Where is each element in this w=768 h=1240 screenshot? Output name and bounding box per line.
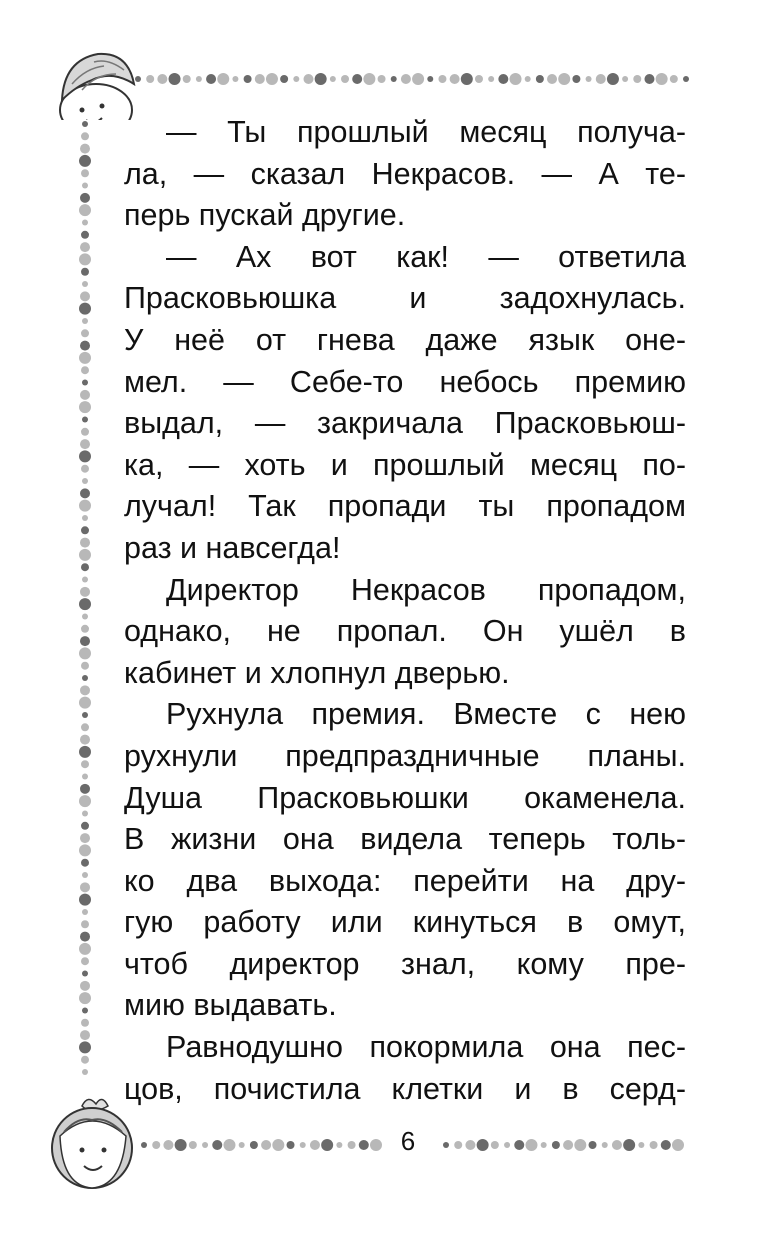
girl-face-top-icon: [42, 40, 138, 120]
decor-dot: [79, 1041, 91, 1053]
decor-dot: [79, 992, 91, 1004]
decor-dot: [586, 76, 592, 82]
decor-dot: [80, 685, 90, 695]
decor-dot: [79, 647, 91, 659]
decor-dot: [196, 76, 202, 82]
decor-dot: [82, 416, 88, 422]
decor-dot: [438, 75, 446, 83]
text-line: ла, — сказал Некрасов. — А те-: [124, 156, 686, 191]
decor-dot: [82, 515, 88, 521]
decor-dot: [622, 76, 628, 82]
decor-dot: [79, 598, 91, 610]
decor-dot: [638, 1142, 644, 1148]
decor-dot: [80, 291, 90, 301]
decor-dot: [169, 73, 181, 85]
decor-dot: [401, 74, 411, 84]
decor-dot: [607, 73, 619, 85]
decor-dot: [82, 121, 88, 127]
decor-dot: [81, 132, 89, 140]
decor-dot: [82, 1069, 88, 1075]
decor-dot: [450, 74, 460, 84]
decor-dot: [310, 1140, 320, 1150]
decor-dot: [79, 401, 91, 413]
decor-dot: [683, 76, 689, 82]
paragraph: [124, 694, 686, 1027]
decor-dot: [82, 872, 88, 878]
decor-dot: [79, 450, 91, 462]
decor-dot: [82, 318, 88, 324]
decor-dot: [80, 932, 90, 942]
text-line: мию выдавать.: [124, 988, 337, 1023]
decor-dot: [206, 74, 216, 84]
decor-dot: [287, 1141, 295, 1149]
decor-dot: [300, 1142, 306, 1148]
decor-dot: [81, 1056, 89, 1064]
decor-dot: [488, 76, 494, 82]
decor-dot: [510, 73, 522, 85]
text-line: кабинет и хлопнул дверью.: [124, 655, 510, 690]
decor-dot: [146, 75, 154, 83]
text-line: выдал, — закричала Прасковьюш-: [124, 406, 686, 441]
decor-dot: [202, 1142, 208, 1148]
decor-dot: [81, 268, 89, 276]
decor-dot: [293, 76, 299, 82]
decor-dot: [80, 882, 90, 892]
decor-dot: [79, 844, 91, 856]
dotted-border-bottom-left: [138, 1136, 382, 1152]
decor-dot: [82, 478, 88, 484]
decor-dot: [82, 1007, 88, 1013]
text-line: — Ах вот как! — ответила: [166, 239, 686, 274]
decor-dot: [348, 1141, 356, 1149]
decor-dot: [175, 1139, 187, 1151]
decor-dot: [475, 75, 483, 83]
decor-dot: [80, 242, 90, 252]
decor-dot: [336, 1142, 342, 1148]
decor-dot: [504, 1142, 510, 1148]
text-line: — Ты прошлый месяц получа-: [166, 115, 686, 149]
decor-dot: [315, 73, 327, 85]
decor-dot: [547, 74, 557, 84]
decor-dot: [341, 75, 349, 83]
decor-dot: [82, 675, 88, 681]
text-line: Равнодушно покормила она пес-: [166, 1030, 686, 1065]
decor-dot: [525, 76, 531, 82]
decor-dot: [79, 549, 91, 561]
decor-dot: [443, 1142, 449, 1148]
decor-dot: [672, 1139, 684, 1151]
decor-dot: [80, 341, 90, 351]
decor-dot: [81, 366, 89, 374]
decor-dot: [378, 75, 386, 83]
decor-dot: [525, 1139, 537, 1151]
decor-dot: [223, 1139, 235, 1151]
text-line: Рухнула премия. Вместе с нею: [166, 697, 686, 732]
decor-dot: [465, 1140, 475, 1150]
decor-dot: [212, 1140, 222, 1150]
decor-dot: [80, 193, 90, 203]
decor-dot: [261, 1140, 271, 1150]
decor-dot: [303, 74, 313, 84]
decor-dot: [79, 352, 91, 364]
decor-dot: [80, 587, 90, 597]
decor-dot: [80, 784, 90, 794]
decor-dot: [80, 636, 90, 646]
decor-dot: [363, 73, 375, 85]
decor-dot: [82, 281, 88, 287]
decor-dot: [79, 303, 91, 315]
decor-dot: [244, 75, 252, 83]
text-line: гую работу или кинуться в омут,: [124, 905, 686, 940]
decor-dot: [644, 74, 654, 84]
decor-dot: [81, 662, 89, 670]
decor-dot: [189, 1141, 197, 1149]
decor-dot: [321, 1139, 333, 1151]
decor-dot: [141, 1142, 147, 1148]
decor-dot: [79, 697, 91, 709]
text-line: чтоб директор знал, кому пре-: [124, 946, 686, 981]
decor-dot: [80, 981, 90, 991]
decor-dot: [461, 73, 473, 85]
decor-dot: [81, 465, 89, 473]
decor-dot: [352, 74, 362, 84]
paragraph: [124, 570, 686, 695]
decor-dot: [391, 76, 397, 82]
text-line: лучал! Так пропади ты пропадом: [124, 489, 686, 524]
decor-dot: [650, 1141, 658, 1149]
decor-dot: [563, 1140, 573, 1150]
decor-dot: [272, 1139, 284, 1151]
text-line: мел. — Себе-то небось премию: [124, 364, 686, 399]
text-line: перь пускай другие.: [124, 198, 406, 233]
dotted-border-top: [132, 70, 692, 88]
dotted-border-bottom-right: [440, 1136, 684, 1152]
decor-dot: [81, 760, 89, 768]
page-number: 6: [400, 1126, 416, 1156]
decor-dot: [82, 712, 88, 718]
decor-dot: [572, 75, 580, 83]
decor-dot: [79, 500, 91, 512]
story-text: [124, 112, 686, 1110]
decor-dot: [82, 219, 88, 225]
dotted-border-left: [76, 118, 94, 1078]
decor-dot: [498, 74, 508, 84]
decor-dot: [81, 231, 89, 239]
decor-dot: [81, 169, 89, 177]
decor-dot: [359, 1140, 369, 1150]
decor-dot: [266, 73, 278, 85]
decor-dot: [491, 1141, 499, 1149]
text-line: ка, — хоть и прошлый месяц по-: [124, 447, 686, 482]
text-line: Прасковьюшка и задохнулась.: [124, 281, 686, 316]
decor-dot: [656, 73, 668, 85]
text-line: цов, почистила клетки и в серд-: [124, 1071, 686, 1106]
decor-dot: [82, 971, 88, 977]
paragraph: [124, 112, 686, 237]
decor-dot: [250, 1141, 258, 1149]
girl-face-bottom-icon: [38, 1086, 138, 1196]
decor-dot: [79, 894, 91, 906]
decor-dot: [81, 920, 89, 928]
decor-dot: [81, 957, 89, 965]
decor-dot: [80, 439, 90, 449]
decor-dot: [541, 1142, 547, 1148]
decor-dot: [81, 329, 89, 337]
decor-dot: [82, 183, 88, 189]
decor-dot: [330, 76, 336, 82]
decor-dot: [135, 76, 141, 82]
decor-dot: [79, 155, 91, 167]
decor-dot: [81, 723, 89, 731]
decor-dot: [82, 380, 88, 386]
decor-dot: [558, 73, 570, 85]
decor-dot: [602, 1142, 608, 1148]
decor-dot: [217, 73, 229, 85]
decor-dot: [80, 1030, 90, 1040]
decor-dot: [82, 577, 88, 583]
decor-dot: [157, 74, 167, 84]
text-line: Директор Некрасов пропадом,: [166, 572, 686, 607]
text-line: В жизни она видела теперь толь-: [124, 822, 686, 857]
decor-dot: [79, 795, 91, 807]
decor-dot: [552, 1141, 560, 1149]
decor-dot: [623, 1139, 635, 1151]
decor-dot: [163, 1140, 173, 1150]
decor-dot: [81, 822, 89, 830]
decor-dot: [79, 746, 91, 758]
decor-dot: [81, 526, 89, 534]
decor-dot: [183, 75, 191, 83]
decor-dot: [239, 1142, 245, 1148]
decor-dot: [370, 1139, 382, 1151]
decor-dot: [412, 73, 424, 85]
decor-dot: [80, 488, 90, 498]
decor-dot: [589, 1141, 597, 1149]
decor-dot: [232, 76, 238, 82]
decor-dot: [633, 75, 641, 83]
paragraph: [124, 1027, 686, 1110]
decor-dot: [574, 1139, 586, 1151]
text-line: Душа Прасковьюшки окаменела.: [124, 780, 686, 815]
decor-dot: [81, 859, 89, 867]
decor-dot: [454, 1141, 462, 1149]
decor-dot: [536, 75, 544, 83]
decor-dot: [79, 204, 91, 216]
decor-dot: [81, 563, 89, 571]
decor-dot: [79, 253, 91, 265]
decor-dot: [82, 613, 88, 619]
decor-dot: [670, 75, 678, 83]
decor-dot: [82, 774, 88, 780]
text-line: рухнули предпраздничные планы.: [124, 738, 686, 773]
decor-dot: [477, 1139, 489, 1151]
decor-dot: [280, 75, 288, 83]
decor-dot: [152, 1141, 160, 1149]
decor-dot: [661, 1140, 671, 1150]
decor-dot: [79, 943, 91, 955]
text-line: У неё от гнева даже язык оне-: [124, 322, 686, 357]
decor-dot: [82, 810, 88, 816]
text-line: раз и навсегда!: [124, 530, 341, 565]
decor-dot: [81, 428, 89, 436]
decor-dot: [514, 1140, 524, 1150]
decor-dot: [80, 144, 90, 154]
decor-dot: [427, 76, 433, 82]
text-line: однако, не пропал. Он ушёл в: [124, 614, 686, 649]
decor-dot: [255, 74, 265, 84]
decor-dot: [596, 74, 606, 84]
decor-dot: [612, 1140, 622, 1150]
decor-dot: [80, 833, 90, 843]
decor-dot: [81, 625, 89, 633]
decor-dot: [80, 735, 90, 745]
decor-dot: [80, 390, 90, 400]
decor-dot: [82, 909, 88, 915]
text-line: ко два выхода: перейти на дру-: [124, 863, 686, 898]
decor-dot: [81, 1019, 89, 1027]
decor-dot: [80, 538, 90, 548]
paragraph: [124, 237, 686, 570]
